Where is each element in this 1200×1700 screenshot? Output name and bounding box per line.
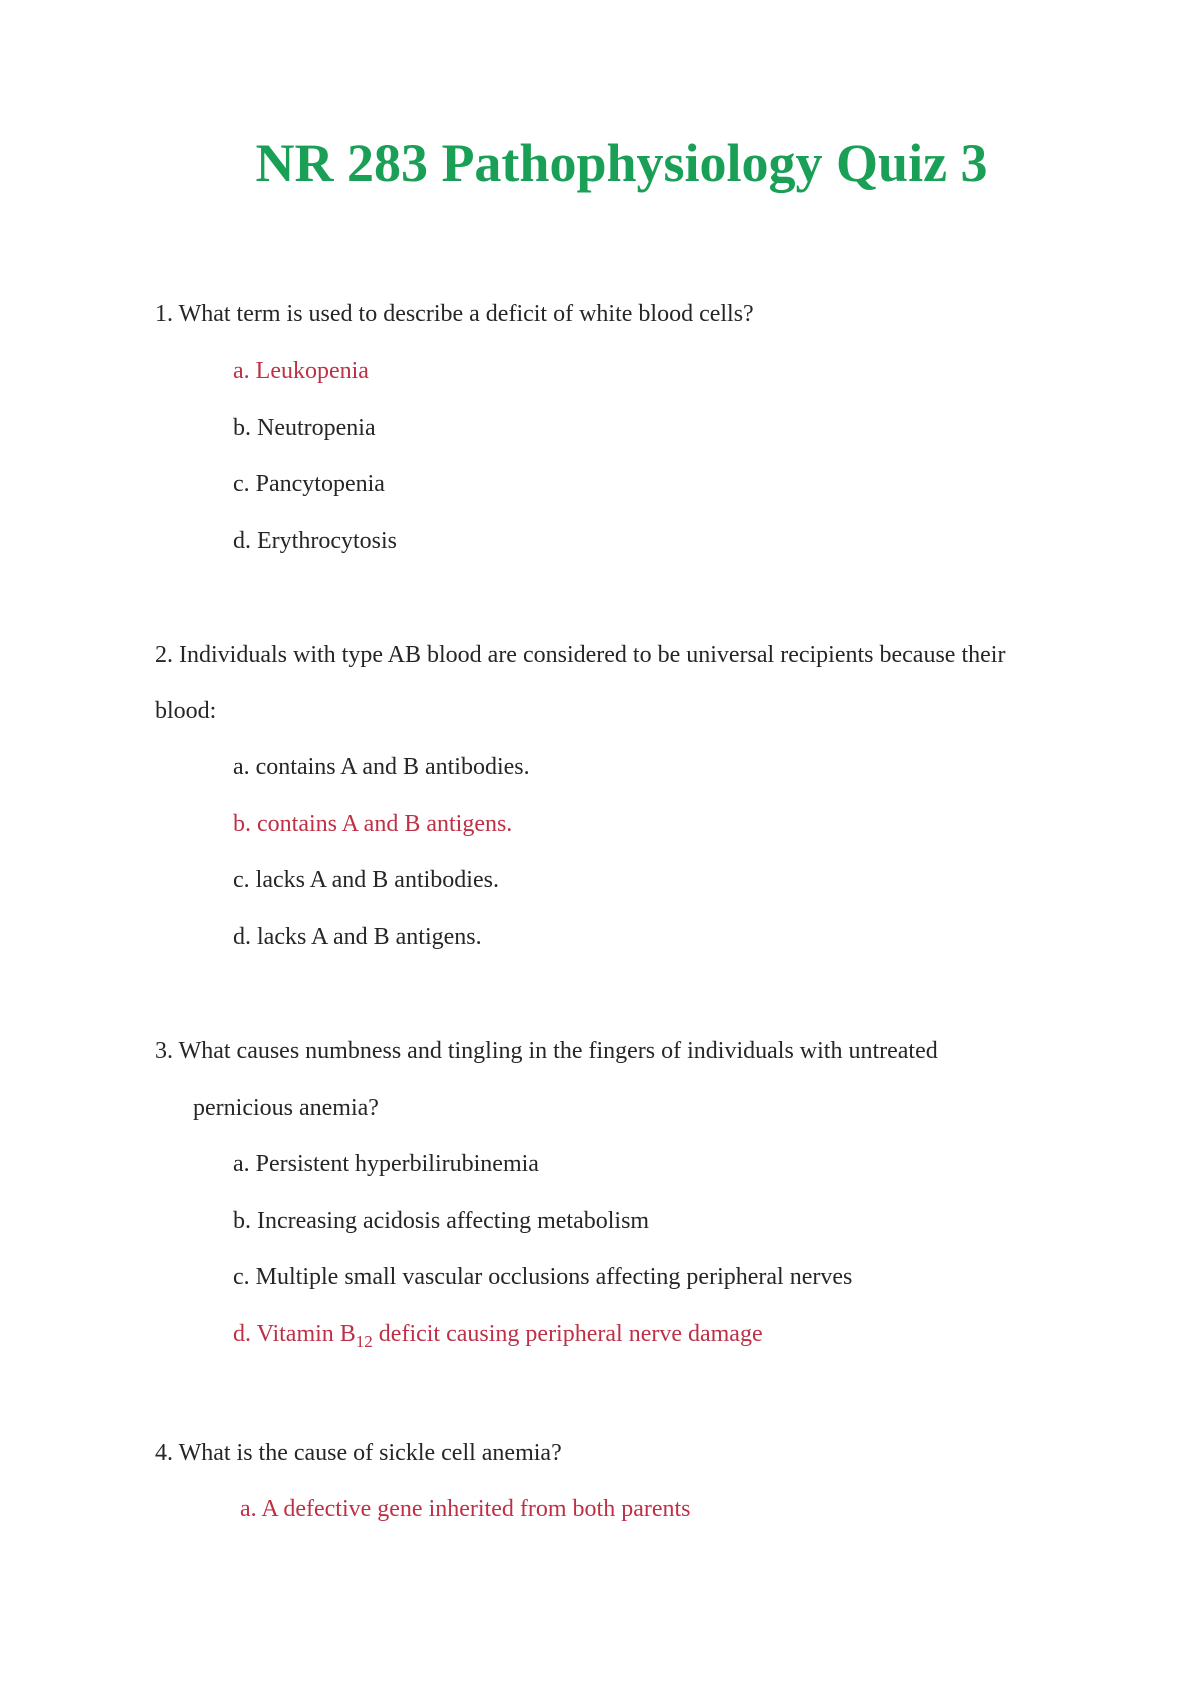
question-2-option-d: d. lacks A and B antigens. <box>233 924 482 950</box>
question-4-option-a: a. A defective gene inherited from both parents <box>240 1496 691 1522</box>
question-3-text-line-2: pernicious anemia? <box>193 1095 379 1121</box>
question-3-option-d-text-after: deficit causing peripheral nerve damage <box>372 1321 763 1347</box>
question-3-option-c: c. Multiple small vascular occlusions affecting peripheral nerves <box>233 1264 853 1290</box>
question-3-option-a: a. Persistent hyperbilirubinemia <box>233 1151 539 1177</box>
question-1-option-b: b. Neutropenia <box>233 415 376 441</box>
question-2-option-a: a. contains A and B antibodies. <box>233 754 530 780</box>
question-4-text: 4. What is the cause of sickle cell anemia? <box>155 1440 562 1466</box>
question-3-option-d-text-before: d. Vitamin B <box>233 1321 356 1347</box>
question-3-option-d-subscript: 12 <box>355 1332 373 1351</box>
question-3-text-line-1: 3. What causes numbness and tingling in the fingers of individuals with untreated <box>155 1038 938 1064</box>
question-3-option-b: b. Increasing acidosis affecting metabolism <box>233 1208 650 1234</box>
question-1-text: 1. What term is used to describe a deficit of white blood cells? <box>155 301 754 327</box>
question-1-option-c: c. Pancytopenia <box>233 471 385 497</box>
page-title: NR 283 Pathophysiology Quiz 3 <box>255 133 988 193</box>
question-2-text-line-2: blood: <box>155 698 217 724</box>
question-2-option-c: c. lacks A and B antibodies. <box>233 867 499 893</box>
question-2-option-b: b. contains A and B antigens. <box>233 811 513 837</box>
question-2-text-line-1: 2. Individuals with type AB blood are considered to be universal recipients because their <box>155 642 1006 668</box>
question-3-option-d <box>233 1320 763 1351</box>
question-1-option-d: d. Erythrocytosis <box>233 528 397 554</box>
question-1-option-a: a. Leukopenia <box>233 358 369 384</box>
